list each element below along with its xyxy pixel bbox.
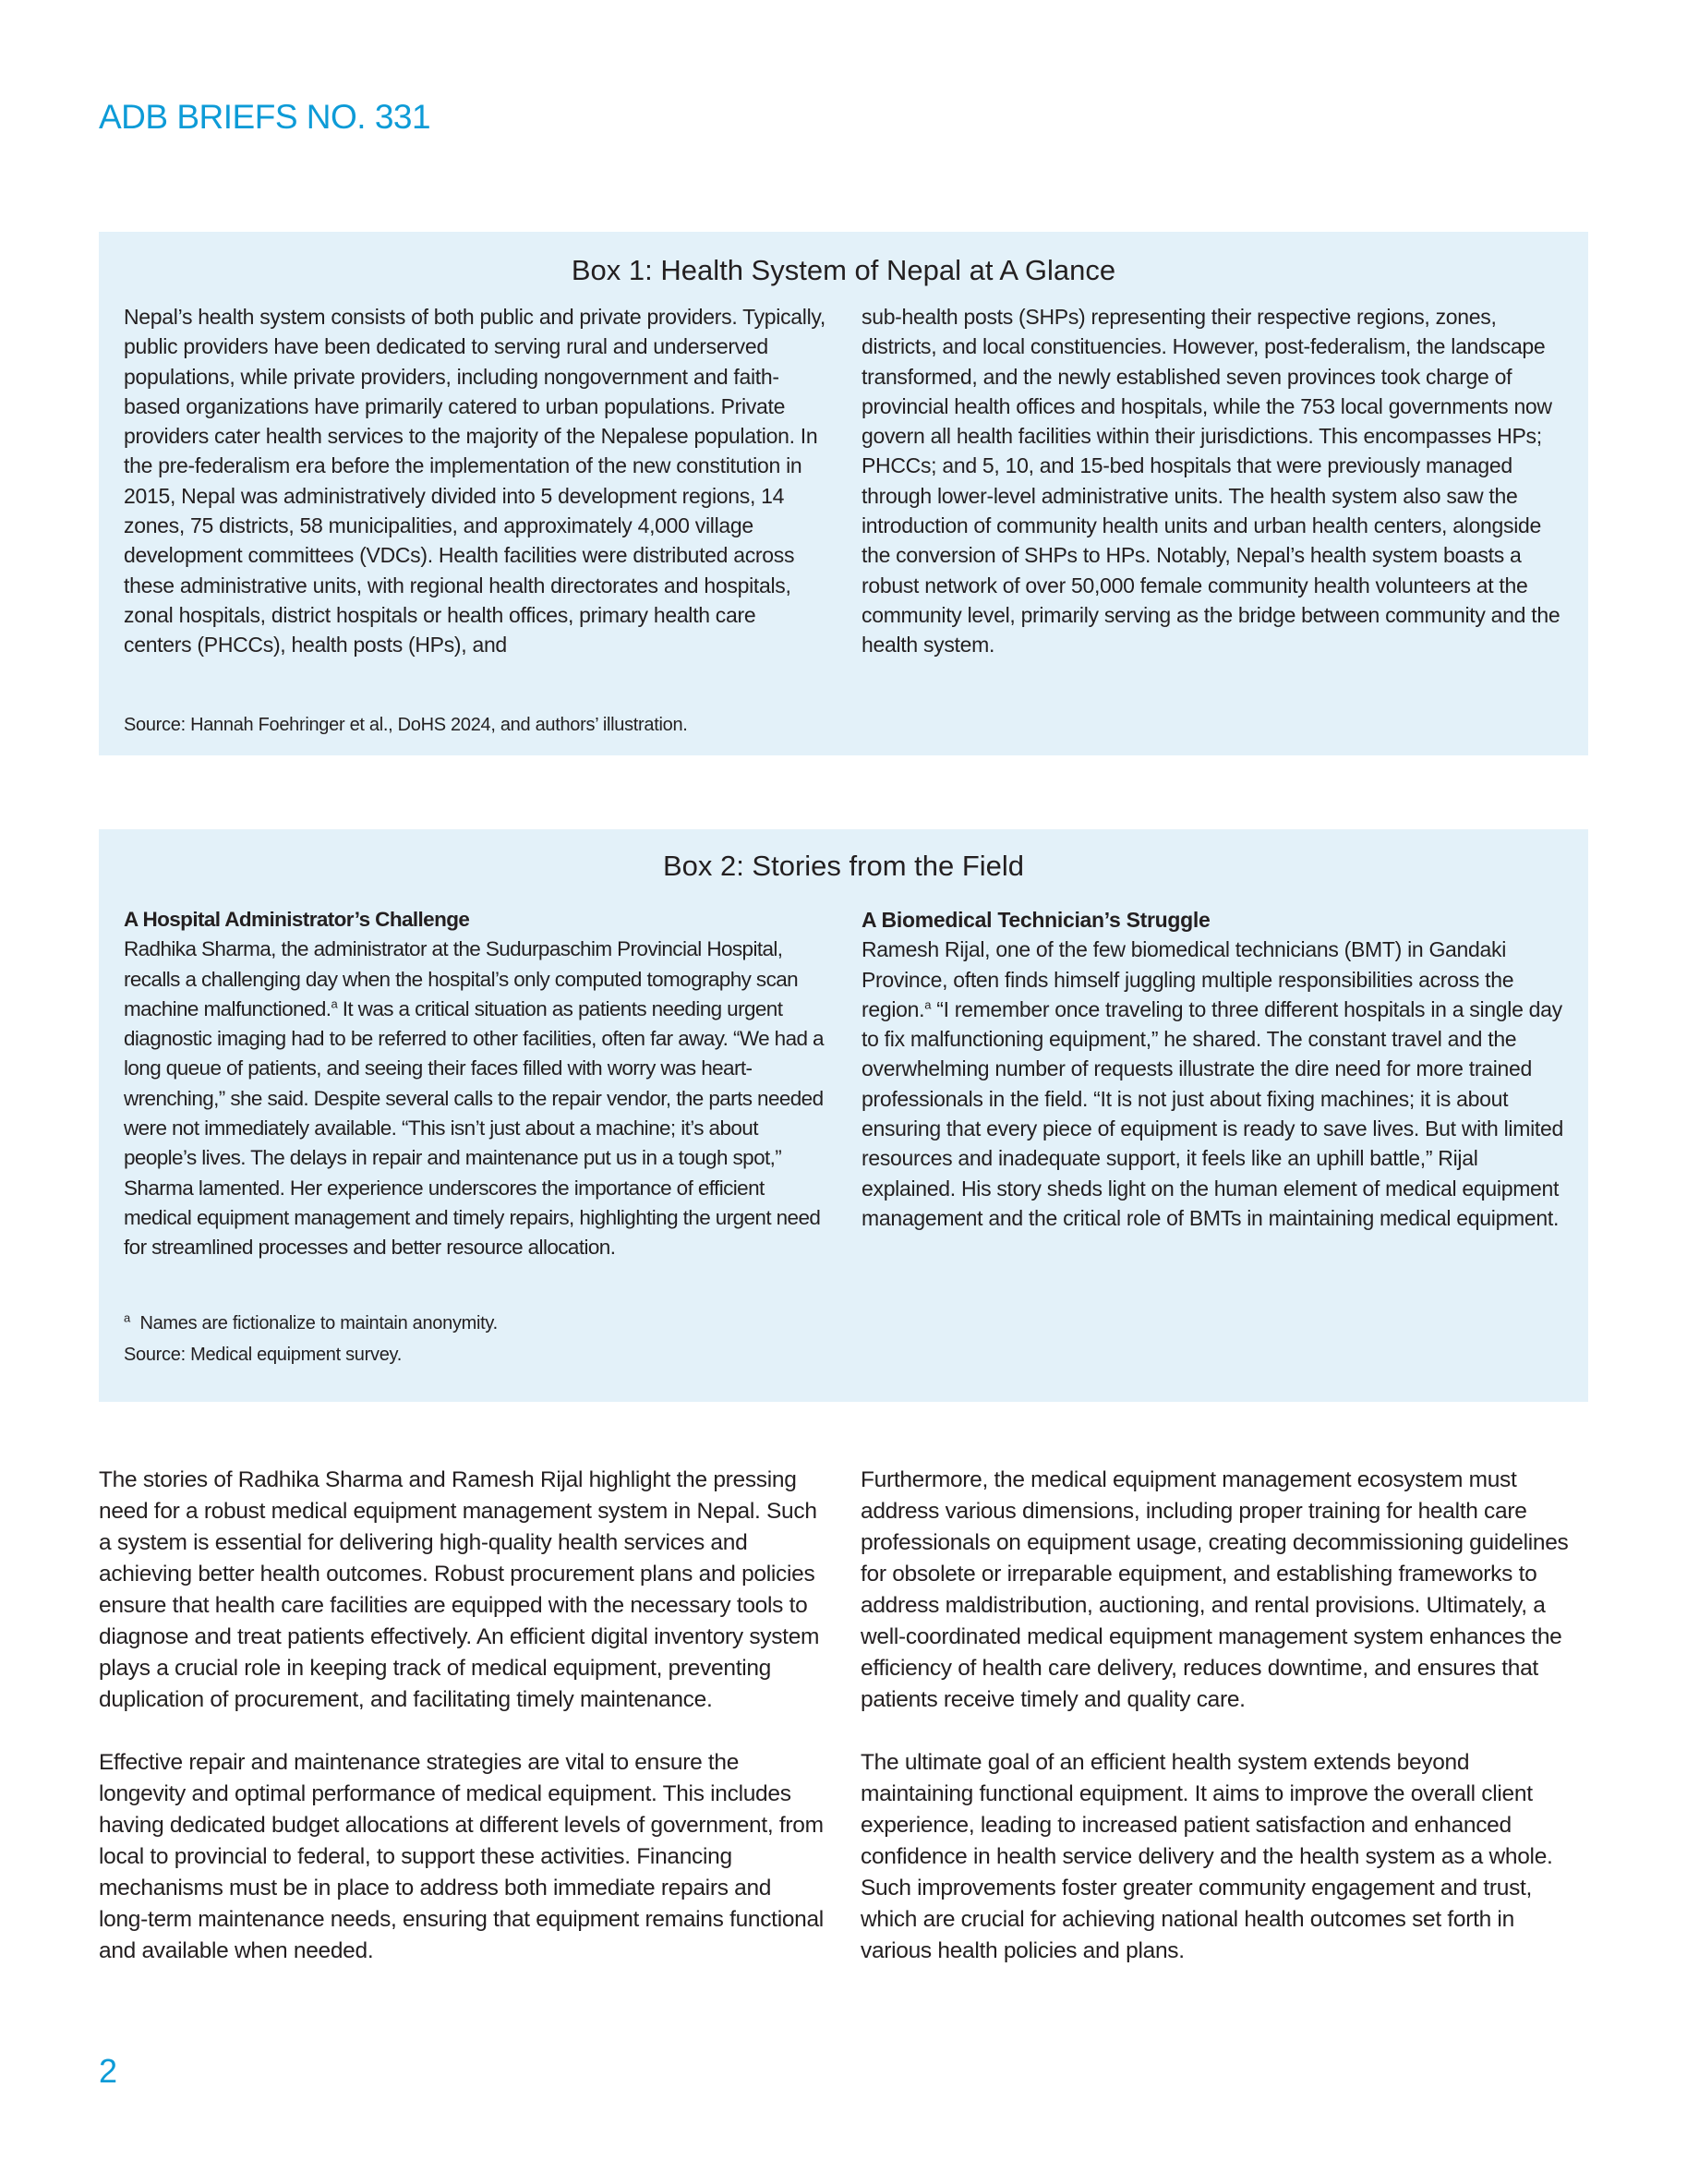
story-text <box>124 935 825 1262</box>
box-stories-from-field <box>99 829 1588 1402</box>
body-paragraph: The stories of Radhika Sharma and Ramesh Rijal highlight the pressing need for a robust medical equipment management system in Nepal. Such a system is essential for delivering high-quality health services and achieving better health outcomes. Robust procurement plans and policies ensure that health care facilities are equipped with the necessary tools to diagnose and treat patients effectively. An efficient digital inventory system plays a crucial role in keeping track of medical equipment, preventing duplication of procurement, and facilitating timely maintenance. <box>99 1467 820 1712</box>
page-number: 2 <box>99 2052 118 2090</box>
story-text-end: It was a critical situation as patients needing urgent diagnostic imaging had to be referred to other facilities, often far away. “We had a long queue of patients, and seeing their faces filled with worry was heart-wrenching,” she said. Despite several calls to the repair vendor, the parts needed were not immediately available. “This isn’t just about a machine; it’s about people’s lives. The delays in repair and maintenance put us in a tough spot,” Sharma lamented. Her experience underscores the importance of efficient medical equipment management and timely repairs, highlighting the urgent need for streamlined processes and better resource allocation. <box>124 996 824 1260</box>
body-column-left <box>99 1465 824 1998</box>
box-source: Source: Hannah Foehringer et al., DoHS 2024, and authors’ illustration. <box>124 715 688 735</box>
box-footnote <box>124 1308 498 1339</box>
body-paragraph: The ultimate goal of an efficient health system extends beyond maintaining functional equipment. It aims to improve the overall client experience, leading to increased patient satisfaction and enhanced confidence in health service delivery and the health system as a whole. Such improvements foster greater community engagement and trust, which are crucial for achieving national health outcomes set forth in various health policies and plans. <box>861 1750 1553 1963</box>
box-column-right <box>862 302 1563 660</box>
story-text-end: “I remember once traveling to three different hospitals in a single day to fix malfunctioning equipment,” he shared. The constant travel and the overwhelming number of requests illustrate the dire need for more trained professionals in the field. “It is not just about fixing machines; it is about ensuring that every piece of equipment is ready to save lives. But with limited resources and inadequate support, it feels like an uphill battle,” Rijal explained. His story sheds light on the human element of medical equipment management and the critical role of BMTs in maintaining medical equipment. <box>862 996 1563 1230</box>
box-health-system <box>99 232 1588 755</box>
story-heading: A Biomedical Technician’s Struggle <box>862 908 1211 932</box>
box-paragraph: sub-health posts (SHPs) representing their respective regions, zones, districts, and local constituencies. However, post-federalism, the landscape transformed, and the newly established seven provinces took charge of provincial health offices and hospitals, while the 753 local governments now govern all health facilities within their jurisdictions. This encompasses HPs; PHCCs; and 5, 10, and 15-bed hospitals that were previously managed through lower-level administrative units. The health system also saw the introduction of community health units and urban health centers, alongside the conversion of SHPs to HPs. Notably, Nepal’s health system boasts a robust network of over 50,000 female community health volunteers at the community level, primarily serving as the bridge between community and the health system. <box>862 305 1560 658</box>
body-paragraph: Furthermore, the medical equipment management ecosystem must address various dimensions, including proper training for health care professionals on equipment usage, creating decommissioning guidelines for obsolete or irreparable equipment, and establishing frameworks to address maldistribution, auctioning, and rental provisions. Ultimately, a well-coordinated medical equipment management system enhances the efficiency of health care delivery, reduces downtime, and ensures that patients receive timely and quality care. <box>861 1467 1569 1712</box>
box-title: Box 1: Health System of Nepal at A Glance <box>571 254 1116 286</box>
footnote-marker: a <box>124 1310 130 1325</box>
box-source: Source: Medical equipment survey. <box>124 1345 402 1365</box>
series-header: ADB BRIEFS NO. 331 <box>99 98 431 136</box>
story-heading: A Hospital Administrator’s Challenge <box>124 908 470 931</box>
box-title: Box 2: Stories from the Field <box>662 850 1025 882</box>
footnote-marker: a <box>924 997 932 1012</box>
body-column-right <box>861 1465 1585 1998</box>
story-administrator <box>124 905 825 1263</box>
body-paragraph: Effective repair and maintenance strategies are vital to ensure the longevity and optimal performance of medical equipment. This includes having dedicated budget allocations at different levels of government, from local to provincial to federal, to support these activities. Financing mechanisms must be in place to address both immediate repairs and long-term maintenance needs, ensuring that equipment remains functional and available when needed. <box>99 1750 824 1963</box>
box-column-left <box>124 302 825 660</box>
footnote-text: Names are fictionalize to maintain anonymity. <box>139 1313 498 1333</box>
story-text <box>862 935 1563 1233</box>
story-technician <box>862 905 1563 1233</box>
footnote-marker: a <box>331 996 338 1011</box>
box-paragraph: Nepal’s health system consists of both public and private providers. Typically, public providers have been dedicated to serving rural and underserved populations, while private providers, including nongovernment and faith-based organizations have primarily catered to urban populations. Private providers cater health services to the majority of the Nepalese population. In the pre-federalism era before the implementation of the new constitution in 2015, Nepal was administratively divided into 5 development regions, 14 zones, 75 districts, 58 municipalities, and approximately 4,000 village development committees (VDCs). Health facilities were distributed across these administrative units, with regional health directorates and hospitals, zonal hospitals, district hospitals or health offices, primary health care centers (PHCCs), health posts (HPs), and <box>124 305 825 658</box>
story-text-start: Radhika Sharma, the administrator at the Sudurpaschim Provincial Hospital, recalls a challenging day when the hospital’s only computed tomography scan machine malfunctioned. <box>124 937 799 1020</box>
story-text-start: Ramesh Rijal, one of the few biomedical technicians (BMT) in Gandaki Province, often finds himself juggling multiple responsibilities across the region. <box>862 937 1514 1021</box>
